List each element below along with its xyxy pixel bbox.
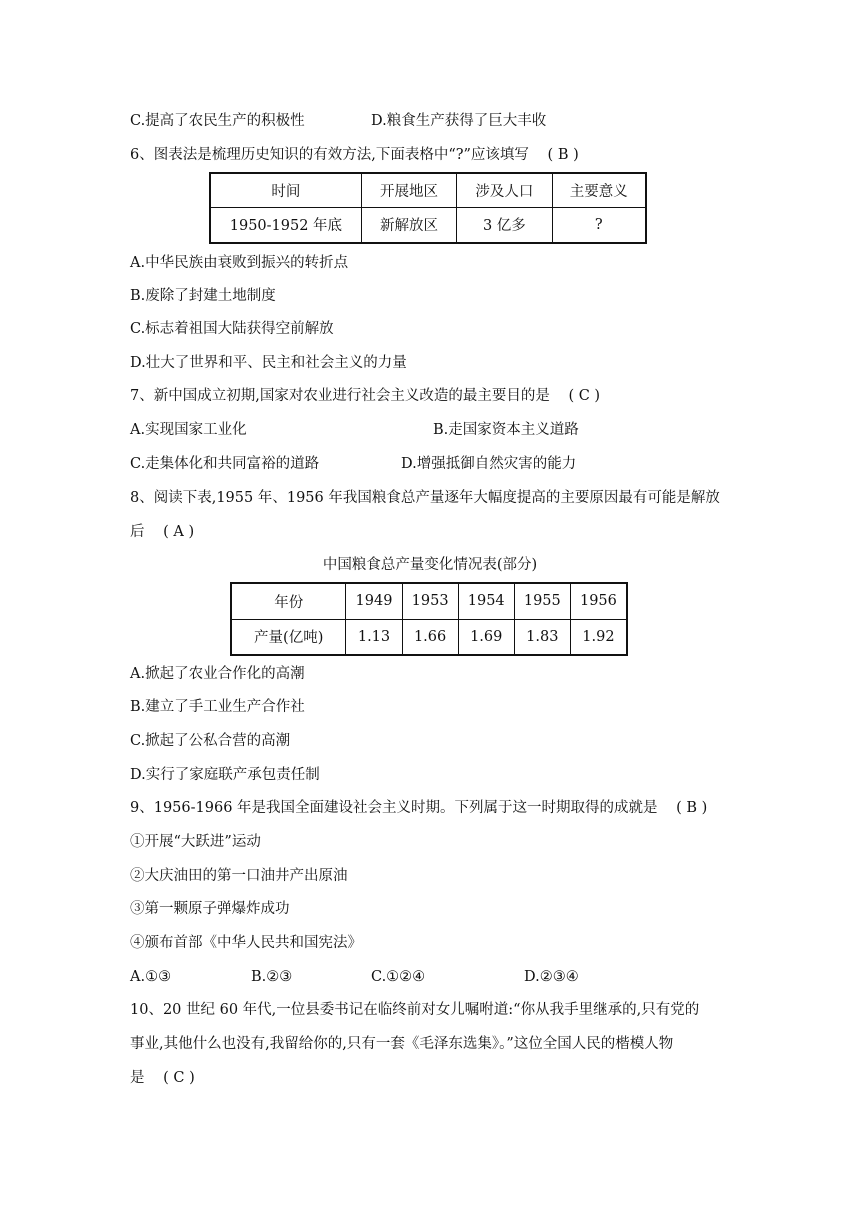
q8-output-1953: 1.66 — [402, 619, 458, 655]
q6-option-a: A.中华民族由衰败到振兴的转折点 — [130, 255, 349, 271]
q10-answer: ( C ) — [163, 1070, 195, 1086]
q9-option-b: B.②③ — [251, 969, 293, 985]
q7-stem-text: 7、新中国成立初期,国家对农业进行社会主义改造的最主要目的是 — [130, 388, 550, 404]
q10-line1: 10、20 世纪 60 年代,一位县委书记在临终前对女儿嘱咐道:“你从我手里继承的,只有党的 — [130, 1002, 700, 1018]
q8-answer: ( A ) — [163, 524, 195, 540]
q9-item-2: ②大庆油田的第一口油井产出原油 — [130, 868, 348, 884]
q10-line3-text: 是 — [130, 1070, 145, 1086]
q8-option-d: D.实行了家庭联产承包责任制 — [130, 767, 320, 783]
q7-answer: ( C ) — [568, 388, 601, 404]
q5-option-c: C.提高了农民生产的积极性 — [130, 113, 305, 129]
q8-stem-line2 — [130, 522, 194, 542]
q8-year-1949: 1949 — [346, 583, 402, 619]
q7-option-c: C.走集体化和共同富裕的道路 — [130, 456, 320, 472]
q10-line2: 事业,其他什么也没有,我留给你的,只有一套《毛泽东选集》。”这位全国人民的楷模人物 — [130, 1036, 674, 1052]
q6-stem — [130, 145, 579, 165]
q8-year-1956: 1956 — [570, 583, 627, 619]
q6-cell-time: 1950-1952 年底 — [210, 207, 361, 243]
q6-option-c: C.标志着祖国大陆获得空前解放 — [130, 321, 334, 337]
q8-table — [230, 582, 628, 656]
q9-item-1: ①开展“大跃进”运动 — [130, 834, 261, 850]
q8-stem-text2: 后 — [130, 524, 145, 540]
q8-option-b: B.建立了手工业生产合作社 — [130, 699, 305, 715]
q8-row1-label: 年份 — [231, 583, 346, 619]
q6-cell-region: 新解放区 — [361, 207, 456, 243]
q9-stem — [130, 798, 707, 818]
q6-table — [209, 172, 647, 244]
q6-header-population: 涉及人口 — [457, 173, 552, 207]
q6-answer: ( B ) — [547, 147, 579, 163]
q9-item-4: ④颁布首部《中华人民共和国宪法》 — [130, 935, 362, 951]
q8-output-1949: 1.13 — [346, 619, 402, 655]
q6-cell-significance: ? — [552, 207, 646, 243]
q7-option-a: A.实现国家工业化 — [130, 422, 247, 438]
q6-option-d: D.壮大了世界和平、民主和社会主义的力量 — [130, 355, 407, 371]
q7-stem — [130, 386, 600, 406]
q8-stem-line1: 8、阅读下表,1955 年、1956 年我国粮食总产量逐年大幅度提高的主要原因最有可能是解放 — [130, 490, 720, 506]
q8-output-1955: 1.83 — [514, 619, 570, 655]
q9-stem-text: 9、1956-1966 年是我国全面建设社会主义时期。下列属于这一时期取得的成就是 — [130, 800, 658, 816]
q7-option-b: B.走国家资本主义道路 — [433, 422, 579, 438]
q7-option-d: D.增强抵御自然灾害的能力 — [401, 456, 577, 472]
q9-answer: ( B ) — [676, 800, 708, 816]
q8-year-1955: 1955 — [514, 583, 570, 619]
q6-header-significance: 主要意义 — [552, 173, 646, 207]
q5-option-d: D.粮食生产获得了巨大丰收 — [371, 113, 547, 129]
q9-option-a: A.①③ — [130, 969, 172, 985]
q8-output-1956: 1.92 — [570, 619, 627, 655]
q6-header-time: 时间 — [210, 173, 361, 207]
q9-item-3: ③第一颗原子弹爆炸成功 — [130, 901, 290, 917]
q8-option-c: C.掀起了公私合营的高潮 — [130, 733, 291, 749]
q8-year-1954: 1954 — [458, 583, 514, 619]
q6-cell-population: 3 亿多 — [457, 207, 552, 243]
q8-output-1954: 1.69 — [458, 619, 514, 655]
q8-table-title: 中国粮食总产量变化情况表(部分) — [322, 557, 538, 573]
q8-option-a: A.掀起了农业合作化的高潮 — [130, 666, 305, 682]
q9-option-c: C.①②④ — [371, 969, 426, 985]
q9-option-d: D.②③④ — [524, 969, 579, 985]
q6-header-region: 开展地区 — [361, 173, 456, 207]
q10-line3 — [130, 1068, 195, 1088]
q6-option-b: B.废除了封建土地制度 — [130, 288, 276, 304]
q8-year-1953: 1953 — [402, 583, 458, 619]
q6-stem-text: 6、图表法是梳理历史知识的有效方法,下面表格中“?”应该填写 — [130, 147, 529, 163]
q8-row2-label: 产量(亿吨) — [231, 619, 346, 655]
